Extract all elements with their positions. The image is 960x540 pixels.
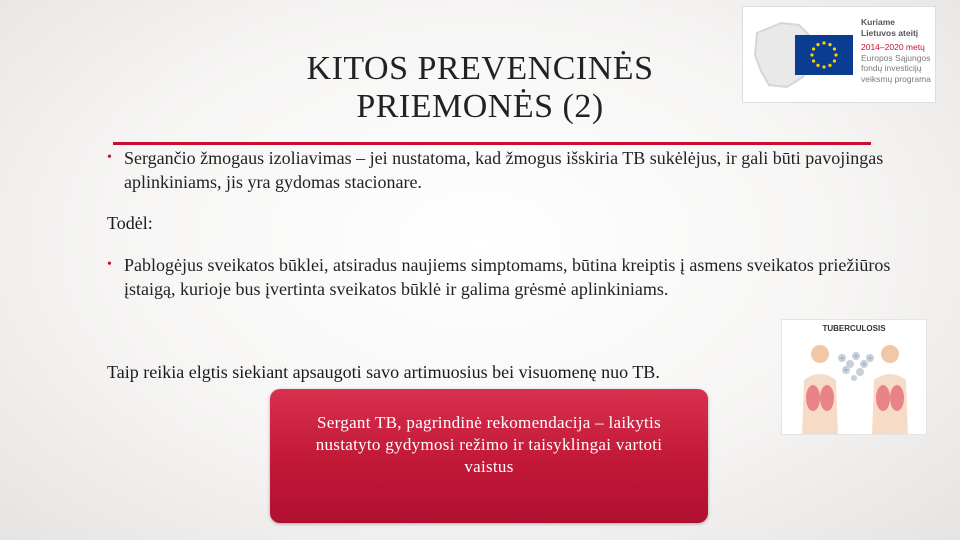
bullet-health-worsening-text: Pablogėjus sveikatos būklei, atsiradus naujiems simptomams, būtina kreiptis į asmens sveikatos priežiūros įstaigą, kurioje bus įvertinta sveikatos būklė ir galima grėsmė aplinkiniams. <box>124 255 891 299</box>
eu-funds-logo <box>742 6 936 103</box>
logo-line3: 2014–2020 metų <box>861 42 925 52</box>
tuberculosis-illustration <box>781 319 927 435</box>
eu-flag-icon <box>795 35 853 75</box>
key-recommendation-callout <box>270 389 708 523</box>
key-recommendation-text: Sergant TB, pagrindinė rekomendacija – laikytis nustatyto gydymosi režimo ir taisyklingai vartoti vaistus <box>315 413 663 476</box>
logo-line1: Kuriame <box>861 17 896 27</box>
logo-line6: veiksmų programa <box>861 73 931 84</box>
lungs-transmission-icon <box>782 320 927 435</box>
bullet-health-worsening <box>107 253 897 301</box>
bullet-dot-icon: • <box>107 150 112 165</box>
title-divider <box>113 142 871 145</box>
slide-title <box>230 50 730 126</box>
bullet-isolation-text: Sergančio žmogaus izoliavimas – jei nustatoma, kad žmogus išskiria TB sukėlėjus, ir gali būti pavojingas aplinkiniams, jis yra gydomas stacionare. <box>124 148 884 192</box>
protection-note: Taip reikia elgtis siekiant apsaugoti savo artimuosius bei visuomenę nuo TB. <box>107 362 660 382</box>
slide-title-line2: PRIEMONĖS (2) <box>356 88 604 125</box>
slide-title-line1: KITOS PREVENCINĖS <box>306 50 654 87</box>
logo-line4: Europos Sąjungos <box>861 52 931 63</box>
bullet-dot-icon: • <box>107 257 112 272</box>
bullet-isolation <box>107 146 897 194</box>
logo-line5: fondų investicijų <box>861 63 922 73</box>
therefore-text: Todėl: <box>107 213 153 233</box>
logo-line2: Lietuvos ateitį <box>861 27 919 38</box>
eu-logo-text <box>861 17 935 84</box>
tuberculosis-image-title: TUBERCULOSIS <box>822 324 886 333</box>
